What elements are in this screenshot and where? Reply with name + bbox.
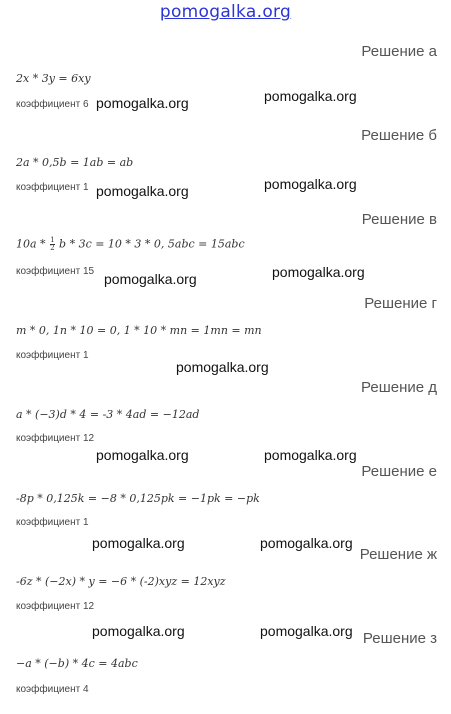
fraction-numerator: 1: [50, 236, 55, 244]
solution-e-coefficient: коэффициент 12: [16, 433, 95, 444]
solution-c-formula-end: b * 3c = 10 * 3 * 0, 5abc = 15abc: [59, 237, 245, 251]
watermark: pomogalka.org: [272, 264, 365, 280]
solution-h-formula: −a * (−b) * 4c = 4abc: [16, 657, 138, 670]
solution-a-coefficient: коэффициент 6: [16, 99, 89, 110]
solution-g-heading: Решение ж: [359, 546, 437, 563]
solution-h-coefficient: коэффициент 4: [16, 684, 89, 695]
watermark: pomogalka.org: [264, 88, 357, 104]
watermark: pomogalka.org: [176, 359, 269, 375]
solution-d-heading: Решение г: [364, 295, 437, 312]
fraction-denominator: 2: [50, 244, 55, 252]
watermark: pomogalka.org: [260, 535, 353, 551]
watermark: pomogalka.org: [96, 447, 189, 463]
watermark: pomogalka.org: [96, 183, 189, 199]
watermark: pomogalka.org: [260, 623, 353, 639]
watermark: pomogalka.org: [104, 271, 197, 287]
watermark: pomogalka.org: [264, 447, 357, 463]
solution-d-coefficient: коэффициент 1: [16, 350, 89, 361]
solution-c-coefficient: коэффициент 15: [16, 266, 95, 277]
solution-h-heading: Решение з: [362, 630, 437, 647]
site-logo[interactable]: pomogalka.org: [159, 2, 292, 22]
watermark: pomogalka.org: [264, 176, 357, 192]
solution-b-coefficient: коэффициент 1: [16, 182, 89, 193]
solution-c-heading: Решение в: [361, 211, 437, 228]
solution-c-formula-start: 10a *: [16, 237, 46, 251]
solution-b-heading: Решение б: [361, 127, 437, 144]
fraction: [50, 237, 54, 252]
solution-c-formula: [16, 237, 245, 252]
watermark: pomogalka.org: [92, 623, 185, 639]
solution-f-formula: -8p * 0,125k = −8 * 0,125pk = −1pk = −pk: [16, 492, 260, 505]
solution-e-heading: Решение д: [361, 379, 437, 396]
solution-e-formula: a * (−3)d * 4 = -3 * 4ad = −12ad: [16, 408, 200, 421]
solution-f-coefficient: коэффициент 1: [16, 517, 89, 528]
watermark: pomogalka.org: [96, 95, 189, 111]
solution-a-formula: 2x * 3y = 6xy: [16, 72, 91, 85]
watermark: pomogalka.org: [92, 535, 185, 551]
solution-g-coefficient: коэффициент 12: [16, 601, 95, 612]
solution-d-formula: m * 0, 1n * 10 = 0, 1 * 10 * mn = 1mn = mn: [16, 324, 262, 337]
solution-f-heading: Решение е: [361, 463, 437, 480]
solution-a-heading: Решение а: [361, 43, 437, 60]
solution-b-formula: 2a * 0,5b = 1ab = ab: [16, 156, 134, 169]
solution-g-formula: -6z * (−2x) * y = −6 * (-2)xyz = 12xyz: [16, 575, 226, 588]
